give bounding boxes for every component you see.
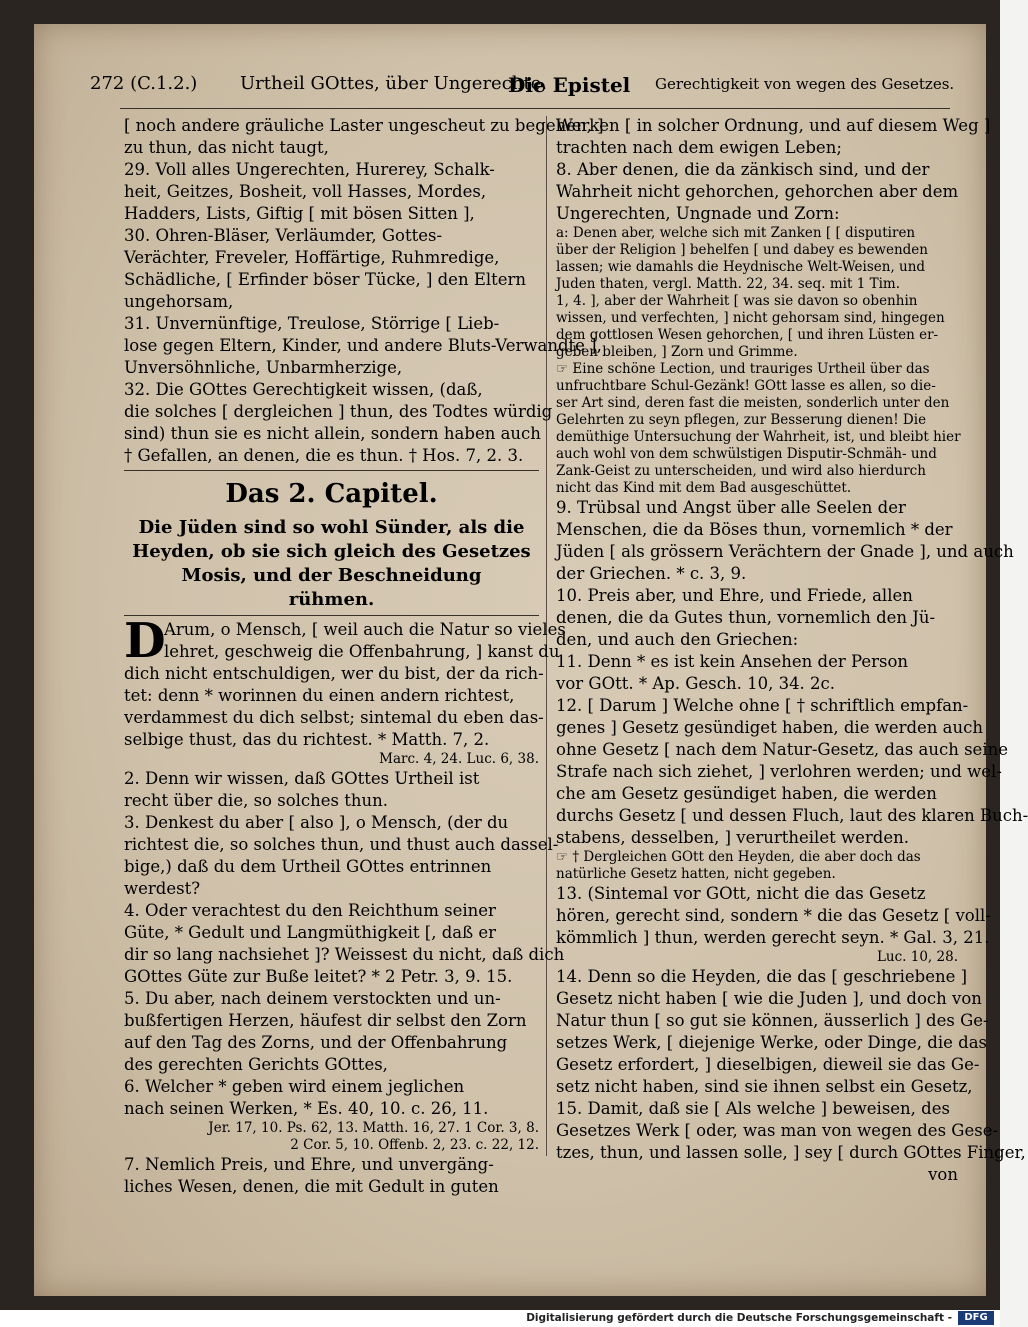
text-line: stabens, desselben, ] verurtheilet werden. [556,828,909,847]
center-running-title: Die Epistel [508,73,631,97]
text-line: che am Gesetz gesündiget haben, die werden [556,784,937,803]
text-line: selbige thust, das du richtest. * Matth. 7, 2. [124,730,490,749]
text-line: auf den Tag des Zorns, und der Offenbahrung [124,1033,508,1052]
text-line: 32. Die GOttes Gerechtigkeit wissen, (daß, [124,380,483,399]
text-line: 2 Cor. 5, 10. Offenb. 2, 23. c. 22, 12. [290,1137,539,1153]
summary-line: Die Jüden sind so wohl Sünder, als die [138,517,525,538]
text-line: Werken [ in solcher Ordnung, und auf diesem Weg ] [556,116,991,135]
text-line: Jer. 17, 10. Ps. 62, 13. Matth. 16, 27. 1 Cor. 3, 8. [208,1120,539,1136]
text-line: Güte, * Gedult und Langmüthigkeit [, daß er [124,923,497,942]
summary-line: rühmen. [288,589,375,610]
text-line: vor GOtt. * Ap. Gesch. 10, 34. 2c. [556,674,836,693]
chapter-rule-top [124,470,539,471]
text-line: sind) thun sie es nicht allein, sondern haben auch [124,424,541,443]
text-line: des gerechten Gerichts GOttes, [124,1055,388,1074]
text-line: von [928,1165,958,1184]
text-line: hören, gerecht sind, sondern * die das Gesetz [ voll- [556,906,991,925]
text-line: Gelehrten zu seyn pflegen, zur Besserung dienen! Die [556,412,927,428]
text-line: Juden thaten, vergl. Matth. 22, 34. seq. mit 1 Tim. [556,276,900,292]
text-line: Verächter, Freveler, Hoffärtige, Ruhmredige, [124,248,500,267]
summary-line: Mosis, und der Beschneidung [181,565,482,586]
text-line: † Gefallen, an denen, die es thun. † Hos. 7, 2. 3. [124,446,524,465]
text-line: 1, 4. ], aber der Wahrheit [ was sie davon so obenhin [556,293,918,309]
text-line: Hadders, Lists, Giftig [ mit bösen Sitten ], [124,204,475,223]
chapter-rule-bottom [124,615,539,616]
footer-bar [0,1310,1000,1327]
text-line: a: Denen aber, welche sich mit Zanken [ [ disputiren [556,225,916,241]
text-line: lassen; wie damahls die Heydnische Welt-Weisen, und [556,259,926,275]
text-line: heit, Geitzes, Bosheit, voll Hasses, Mordes, [124,182,487,201]
text-line: über der Religion ] behelfen [ und dabey es bewenden [556,242,928,258]
text-line: nicht das Kind mit dem Bad ausgeschüttet. [556,480,852,496]
text-line: 13. (Sintemal vor GOtt, nicht die das Gesetz [556,884,926,903]
left-text-before-chapter [124,115,604,467]
text-line: bußfertigen Herzen, häufest dir selbst den Zorn [124,1011,527,1030]
text-line: Strafe nach sich ziehet, ] verlohren werden; und wel- [556,762,1002,781]
text-line: 3. Denkest du aber [ also ], o Mensch, (der du [124,813,509,832]
text-line: ☞ † Dergleichen GOtt den Heyden, die aber doch das [556,849,921,865]
text-line: Gesetz nicht haben [ wie die Juden ], und doch von [556,989,982,1008]
text-line: auch wohl von dem schwülstigen Disputir-Schmäh- und [556,446,937,462]
right-running-title: Gerechtigkeit von wegen des Gesetzes. [655,75,955,93]
text-line: durchs Gesetz [ und dessen Fluch, laut des klaren Buch- [556,806,1028,825]
text-line: der Griechen. * c. 3, 9. [556,564,747,583]
text-line: natürliche Gesetz hatten, nicht gegeben. [556,866,836,882]
text-line: Unversöhnliche, Unbarmherzige, [124,358,403,377]
text-line: dem gottlosen Wesen gehorchen, [ und ihren Lüsten er- [556,327,939,343]
summary-line: Heyden, ob sie sich gleich des Gesetzes [132,541,531,562]
text-line: zu thun, das nicht taugt, [124,138,329,157]
text-line: 2. Denn wir wissen, daß GOttes Urtheil ist [124,769,480,788]
text-line: kömmlich ] thun, werden gerecht seyn. * Gal. 3, 21. [556,928,990,947]
text-line: setzes Werk, [ diejenige Werke, oder Dinge, die das [556,1033,988,1052]
text-line: trachten nach dem ewigen Leben; [556,138,842,157]
drop-cap: D [124,613,166,669]
text-line: denen, die da Gutes thun, vornemlich den Jü- [556,608,936,627]
chapter-summary [124,516,539,612]
text-line: 4. Oder verachtest du den Reichthum seiner [124,901,496,920]
text-line: liches Wesen, denen, die mit Gedult in guten [124,1177,499,1196]
text-line: den, und auch den Griechen: [556,630,799,649]
text-line: 15. Damit, daß sie [ Als welche ] beweisen, des [556,1099,950,1118]
text-line: geben bleiben, ] Zorn und Grimme. [556,344,798,360]
text-line: Natur thun [ so gut sie können, äusserlich ] des Ge- [556,1011,989,1030]
chapter-title: Das 2. Capitel. [225,479,438,509]
right-column [556,115,1028,1186]
text-line: die solches [ dergleichen ] thun, des Todtes würdig [124,402,553,421]
text-line: tet: denn * worinnen du einen andern richtest, [124,686,515,705]
text-line: Jüden [ als grössern Verächtern der Gnade ], und auch [556,542,1014,561]
text-line: 31. Unvernünftige, Treulose, Störrige [ Lieb- [124,314,500,333]
text-line: 8. Aber denen, die da zänkisch sind, und der [556,160,930,179]
text-line: lose gegen Eltern, Kinder, und andere Bluts-Verwandte ], [124,336,602,355]
text-line: tzes, thun, und lassen solle, ] sey [ durch GOttes Finger, [556,1143,1026,1162]
left-running-title: Urtheil GOttes, über Ungerechte. [240,73,547,94]
running-head [90,73,955,103]
text-line: verdammest du dich selbst; sintemal du eben das- [124,708,544,727]
text-line: nach seinen Werken, * Es. 40, 10. c. 26, 11. [124,1099,489,1118]
text-line: 12. [ Darum ] Welche ohne [ † schriftlich empfan- [556,696,969,715]
text-line: richtest die, so solches thun, und thust auch dassel- [124,835,559,854]
text-line: 11. Denn * es ist kein Ansehen der Person [556,652,909,671]
text-line: ungehorsam, [124,292,234,311]
page-reference: 272 (C.1.2.) [90,73,198,94]
text-line: ohne Gesetz [ nach dem Natur-Gesetz, das auch seine [556,740,1008,759]
text-line: ☞ Eine schöne Lection, und trauriges Urtheil über das [556,361,930,377]
text-line: lehret, geschweig die Offenbahrung, ] kanst du [164,642,560,661]
funding-notice: Digitalisierung gefördert durch die Deutsche Forschungsgemeinschaft - [526,1312,952,1324]
text-line: 14. Denn so die Heyden, die das [ geschriebene ] [556,967,968,986]
text-line: ser Art sind, deren fast die meisten, sonderlich unter den [556,395,950,411]
text-line: demüthige Untersuchung der Wahrheit, ist, und bleibt hier [556,429,961,445]
text-line: recht über die, so solches thun. [124,791,388,810]
text-line: Marc. 4, 24. Luc. 6, 38. [379,751,539,767]
text-line: bige,) daß du dem Urtheil GOttes entrinnen [124,857,492,876]
dfg-logo: DFG [958,1311,994,1325]
text-line: unfruchtbare Schul-Gezänk! GOtt lasse es allen, so die- [556,378,936,394]
text-line: [ noch andere gräuliche Laster ungescheut zu begehen, ] [124,116,604,135]
text-line: werdest? [124,879,201,898]
text-line: 7. Nemlich Preis, und Ehre, und unvergäng- [124,1155,494,1174]
text-line: dir so lang nachsiehet ]? Weissest du nicht, daß dich [124,945,565,964]
text-line: 9. Trübsal und Angst über alle Seelen der [556,498,906,517]
text-line: Ungerechten, Ungnade und Zorn: [556,204,840,223]
text-line: 10. Preis aber, und Ehre, und Friede, allen [556,586,913,605]
left-column [124,115,604,1198]
text-line: Arum, o Mensch, [ weil auch die Natur so vieles [164,620,566,639]
text-line: dich nicht entschuldigen, wer du bist, der da rich- [124,664,544,683]
text-line: Gesetz erfordert, ] dieselbigen, dieweil sie das Ge- [556,1055,980,1074]
text-line: Wahrheit nicht gehorchen, gehorchen aber dem [556,182,959,201]
text-line: GOttes Güte zur Buße leitet? * 2 Petr. 3, 9. 15. [124,967,513,986]
text-line: 29. Voll alles Ungerechten, Hurerey, Schalk- [124,160,495,179]
text-line: setz nicht haben, sind sie ihnen selbst ein Gesetz, [556,1077,973,1096]
text-line: Zank-Geist zu unterscheiden, und wird also hierdurch [556,463,926,479]
text-line: wissen, und verfechten, ] nicht gehorsam sind, hingegen [556,310,945,326]
text-line: 5. Du aber, nach deinem verstockten und un- [124,989,501,1008]
text-line: genes ] Gesetz gesündiget haben, die werden auch [556,718,984,737]
text-line: Luc. 10, 28. [876,949,958,965]
text-line: 6. Welcher * geben wird einem jeglichen [124,1077,465,1096]
header-rule [120,108,950,109]
text-line: Menschen, die da Böses thun, vornemlich * der [556,520,953,539]
text-line: Gesetzes Werk [ oder, was man von wegen des Gese- [556,1121,999,1140]
left-text-after-chapter [124,613,566,1198]
text-line: Schädliche, [ Erfinder böser Tücke, ] den Eltern [124,270,527,289]
text-line: 30. Ohren-Bläser, Verläumder, Gottes- [124,226,443,245]
